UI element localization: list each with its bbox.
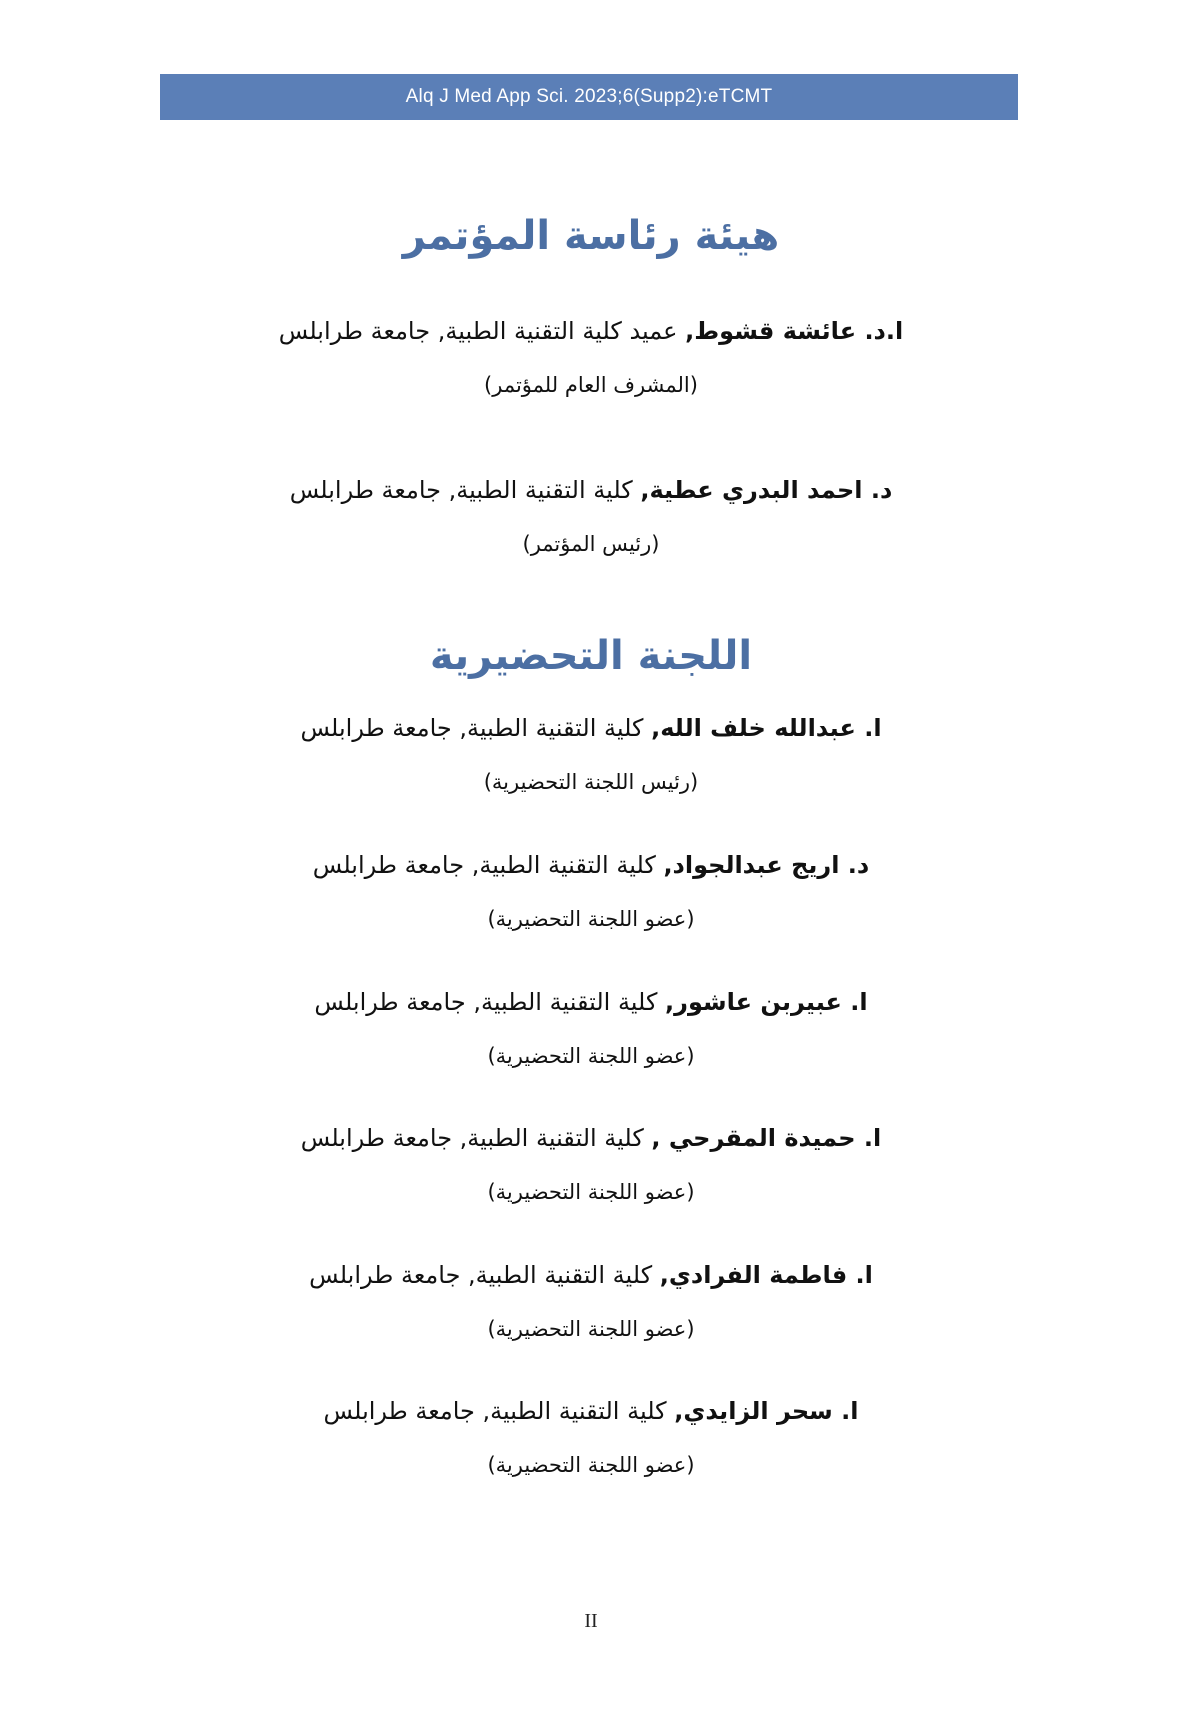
page-number: II <box>584 1610 598 1632</box>
member-affiliation: كلية التقنية الطبية, جامعة طرابلس <box>312 851 664 879</box>
member-name: ا. سحر الزايدي, <box>674 1397 859 1425</box>
presidency-member-1-role: (المشرف العام للمؤتمر) <box>484 373 698 397</box>
committee-member-5-role: (عضو اللجنة التحضيرية) <box>487 1317 695 1341</box>
member-name: د. احمد البدري عطية, <box>640 476 893 504</box>
member-name: د. اريج عبدالجواد, <box>663 851 870 879</box>
committee-member-1 <box>0 711 1182 745</box>
committee-member-6 <box>0 1394 1182 1428</box>
member-affiliation: كلية التقنية الطبية, جامعة طرابلس <box>289 476 641 504</box>
presidency-member-1 <box>0 314 1182 348</box>
committee-member-1-role: (رئيس اللجنة التحضيرية) <box>483 770 699 794</box>
member-name: ا. فاطمة الفرادي, <box>659 1261 873 1289</box>
committee-member-4 <box>0 1121 1182 1155</box>
preparatory-committee-title: اللجنة التحضيرية <box>429 633 753 679</box>
presidency-title: هيئة رئاسة المؤتمر <box>402 213 780 259</box>
member-affiliation: كلية التقنية الطبية, جامعة طرابلس <box>309 1261 660 1289</box>
committee-member-3 <box>0 985 1182 1019</box>
committee-member-4-role: (عضو اللجنة التحضيرية) <box>487 1180 695 1204</box>
committee-member-2 <box>0 848 1182 882</box>
committee-member-6-role: (عضو اللجنة التحضيرية) <box>487 1453 695 1477</box>
journal-header-bar <box>160 74 1018 120</box>
committee-member-5 <box>0 1258 1182 1292</box>
member-name: ا.د. عائشة قشوط, <box>685 317 904 345</box>
committee-member-2-role: (عضو اللجنة التحضيرية) <box>487 907 695 931</box>
member-affiliation: عميد كلية التقنية الطبية, جامعة طرابلس <box>278 317 686 345</box>
member-name: ا. عبيربن عاشور, <box>665 988 868 1016</box>
presidency-member-2 <box>0 473 1182 507</box>
member-affiliation: كلية التقنية الطبية, جامعة طرابلس <box>300 714 652 742</box>
presidency-member-2-role: (رئيس المؤتمر) <box>522 532 660 556</box>
committee-member-3-role: (عضو اللجنة التحضيرية) <box>487 1044 695 1068</box>
member-name: ا. عبدالله خلف الله, <box>651 714 882 742</box>
member-name: ا. حميدة المقرحي , <box>651 1124 882 1152</box>
member-affiliation: كلية التقنية الطبية, جامعة طرابلس <box>323 1397 675 1425</box>
member-affiliation: كلية التقنية الطبية, جامعة طرابلس <box>300 1124 652 1152</box>
journal-citation: Alq J Med App Sci. 2023;6(Supp2):eTCMT <box>405 86 773 107</box>
member-affiliation: كلية التقنية الطبية, جامعة طرابلس <box>314 988 666 1016</box>
